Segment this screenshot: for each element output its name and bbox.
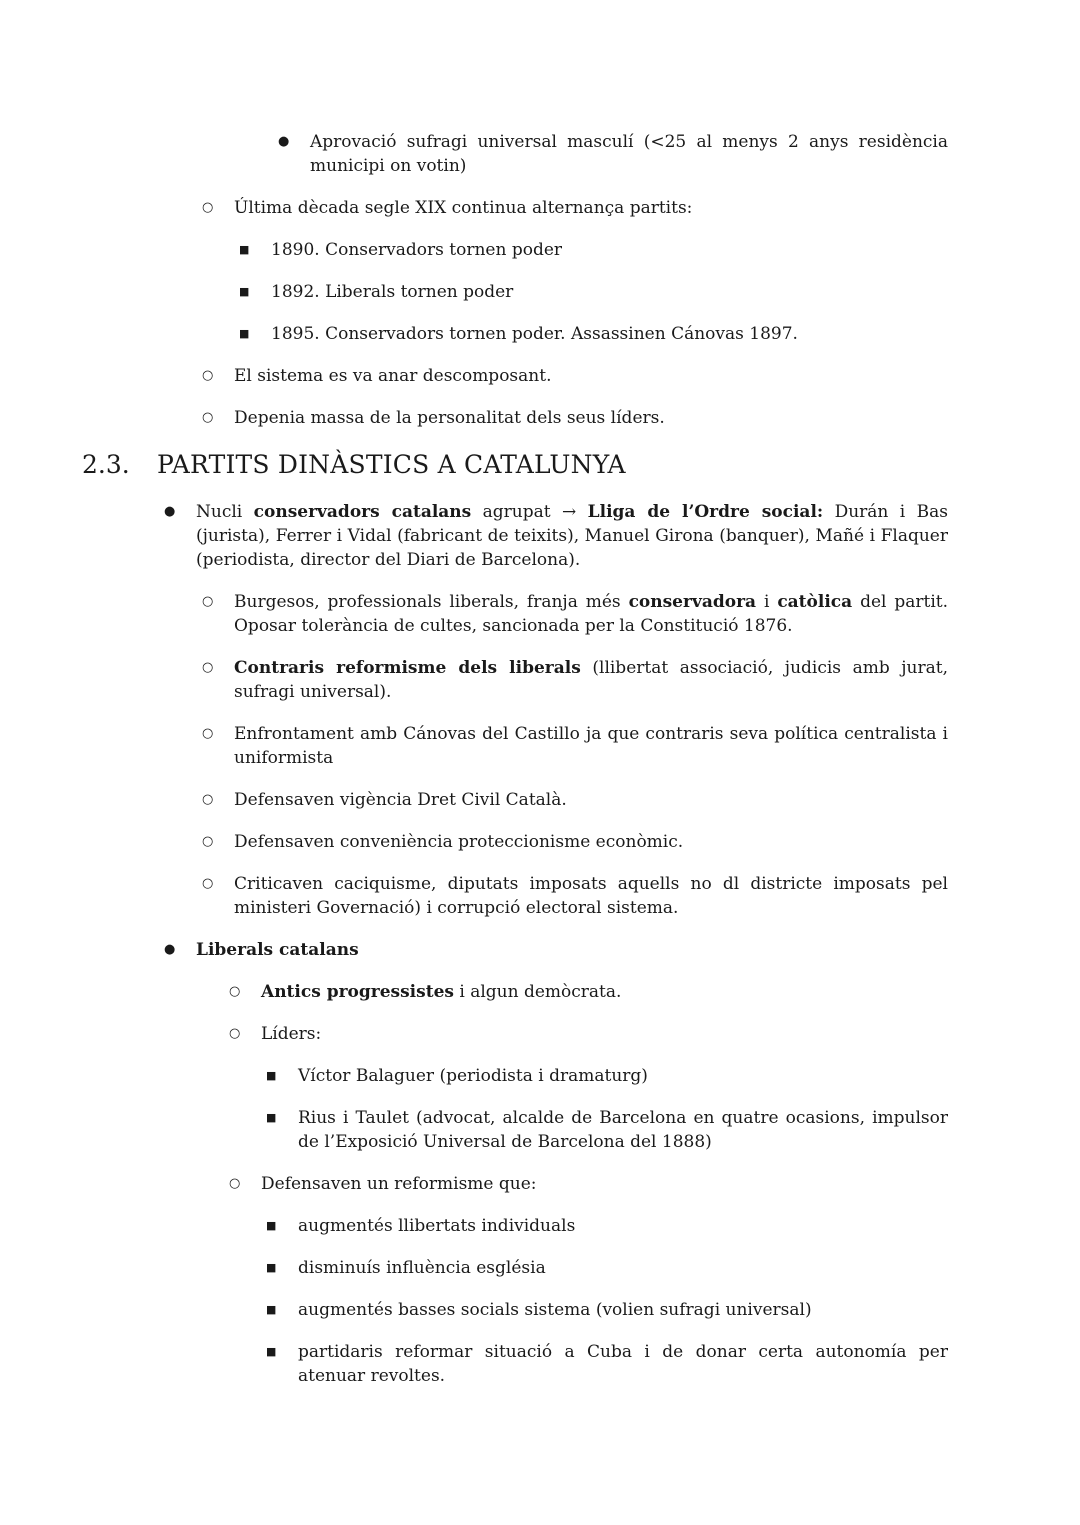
list-item: Víctor Balaguer (periodista i dramaturg): [298, 1066, 648, 1086]
bullet-square-icon: ■: [239, 327, 250, 340]
bullet-circle-icon: ○: [202, 368, 214, 383]
bullet-square-icon: ■: [266, 1303, 277, 1316]
text-run: Burgesos, professionals liberals, franja més: [234, 592, 629, 612]
liberals-heading: [196, 938, 948, 962]
bold-text: Liberals catalans: [196, 940, 359, 960]
bullet-circle-icon: ○: [202, 792, 214, 807]
list-item: augmentés llibertats individuals: [298, 1216, 576, 1236]
list-item: Líders:: [261, 1024, 322, 1044]
list-item: Defensaven conveniència proteccionisme econòmic.: [234, 832, 684, 852]
list-item: [234, 656, 948, 704]
bullet-disc-icon: ●: [278, 134, 290, 149]
bullet-square-icon: ■: [266, 1069, 277, 1082]
section-title: PARTITS DINÀSTICS A CATALUNYA: [157, 450, 626, 479]
bullet-circle-icon: ○: [202, 410, 214, 425]
list-item: Aprovació sufragi universal masculí (<25 al menys 2 anys residència municipi on votin): [310, 132, 948, 176]
bullet-disc-icon: ●: [164, 942, 176, 957]
bullet-circle-icon: ○: [202, 200, 214, 215]
bullet-circle-icon: ○: [229, 1026, 241, 1041]
bullet-circle-icon: ○: [202, 726, 214, 741]
bullet-circle-icon: ○: [202, 876, 214, 891]
list-item: [261, 980, 948, 1004]
section-number: 2.3.: [82, 450, 130, 479]
bullet-circle-icon: ○: [202, 594, 214, 609]
list-item: Defensaven un reformisme que:: [261, 1174, 537, 1194]
bold-text: Lliga de l’Ordre social:: [587, 502, 824, 522]
bullet-square-icon: ■: [239, 285, 250, 298]
text-run: Nucli: [196, 502, 254, 522]
list-item: 1895. Conservadors tornen poder. Assassinen Cánovas 1897.: [271, 324, 798, 344]
list-item: 1890. Conservadors tornen poder: [271, 240, 563, 260]
text-run: (llibertat associació, judicis amb jurat, sufragi universal).: [234, 658, 948, 702]
bold-text: Antics progressistes: [261, 982, 454, 1002]
bullet-square-icon: ■: [266, 1219, 277, 1232]
list-item: Enfrontament amb Cánovas del Castillo ja que contraris seva política centralista i uniformista: [234, 724, 948, 768]
list-item: Defensaven vigència Dret Civil Català.: [234, 790, 567, 810]
bullet-disc-icon: ●: [164, 504, 176, 519]
bullet-square-icon: ■: [266, 1111, 277, 1124]
list-item: Depenia massa de la personalitat dels seus líders.: [234, 408, 665, 428]
list-item: disminuís influència església: [298, 1258, 546, 1278]
list-item: Rius i Taulet (advocat, alcalde de Barcelona en quatre ocasions, impulsor de l’Exposició Universal de Barcelona del 1888): [298, 1108, 948, 1152]
bold-text: conservadora: [628, 592, 757, 612]
bullet-square-icon: ■: [239, 243, 250, 256]
text-run: agrupat →: [471, 502, 588, 522]
bold-text: Contraris reformisme dels liberals: [234, 658, 581, 678]
list-item: partidaris reformar situació a Cuba i de donar certa autonomía per atenuar revoltes.: [298, 1342, 948, 1386]
list-item: Última dècada segle XIX continua alternança partits:: [234, 198, 693, 218]
text-run: Durán i Bas (jurista), Ferrer i Vidal (fabricant de teixits), Manuel Girona (banquer), Mañé i Flaquer (periodista, director del Diari de Barcelona).: [196, 502, 948, 570]
list-item: El sistema es va anar descomposant.: [234, 366, 552, 386]
bullet-circle-icon: ○: [229, 1176, 241, 1191]
bullet-square-icon: ■: [266, 1261, 277, 1274]
text-run: i: [756, 592, 778, 612]
bullet-square-icon: ■: [266, 1345, 277, 1358]
bullet-circle-icon: ○: [229, 984, 241, 999]
conservadors-paragraph: [196, 500, 948, 572]
text-run: i algun demòcrata.: [453, 982, 622, 1002]
bullet-circle-icon: ○: [202, 660, 214, 675]
bold-text: catòlica: [777, 592, 853, 612]
list-item: Criticaven caciquisme, diputats imposats aquells no dl districte imposats pel ministeri Governació) i corrupció electoral sistema.: [234, 874, 948, 918]
bullet-circle-icon: ○: [202, 834, 214, 849]
list-item: [234, 590, 948, 638]
bold-text: conservadors catalans: [253, 502, 472, 522]
list-item: 1892. Liberals tornen poder: [271, 282, 514, 302]
text-run: del partit. Oposar tolerància de cultes, sancionada per la Constitució 1876.: [234, 592, 948, 636]
list-item: augmentés basses socials sistema (volien sufragi universal): [298, 1300, 812, 1320]
